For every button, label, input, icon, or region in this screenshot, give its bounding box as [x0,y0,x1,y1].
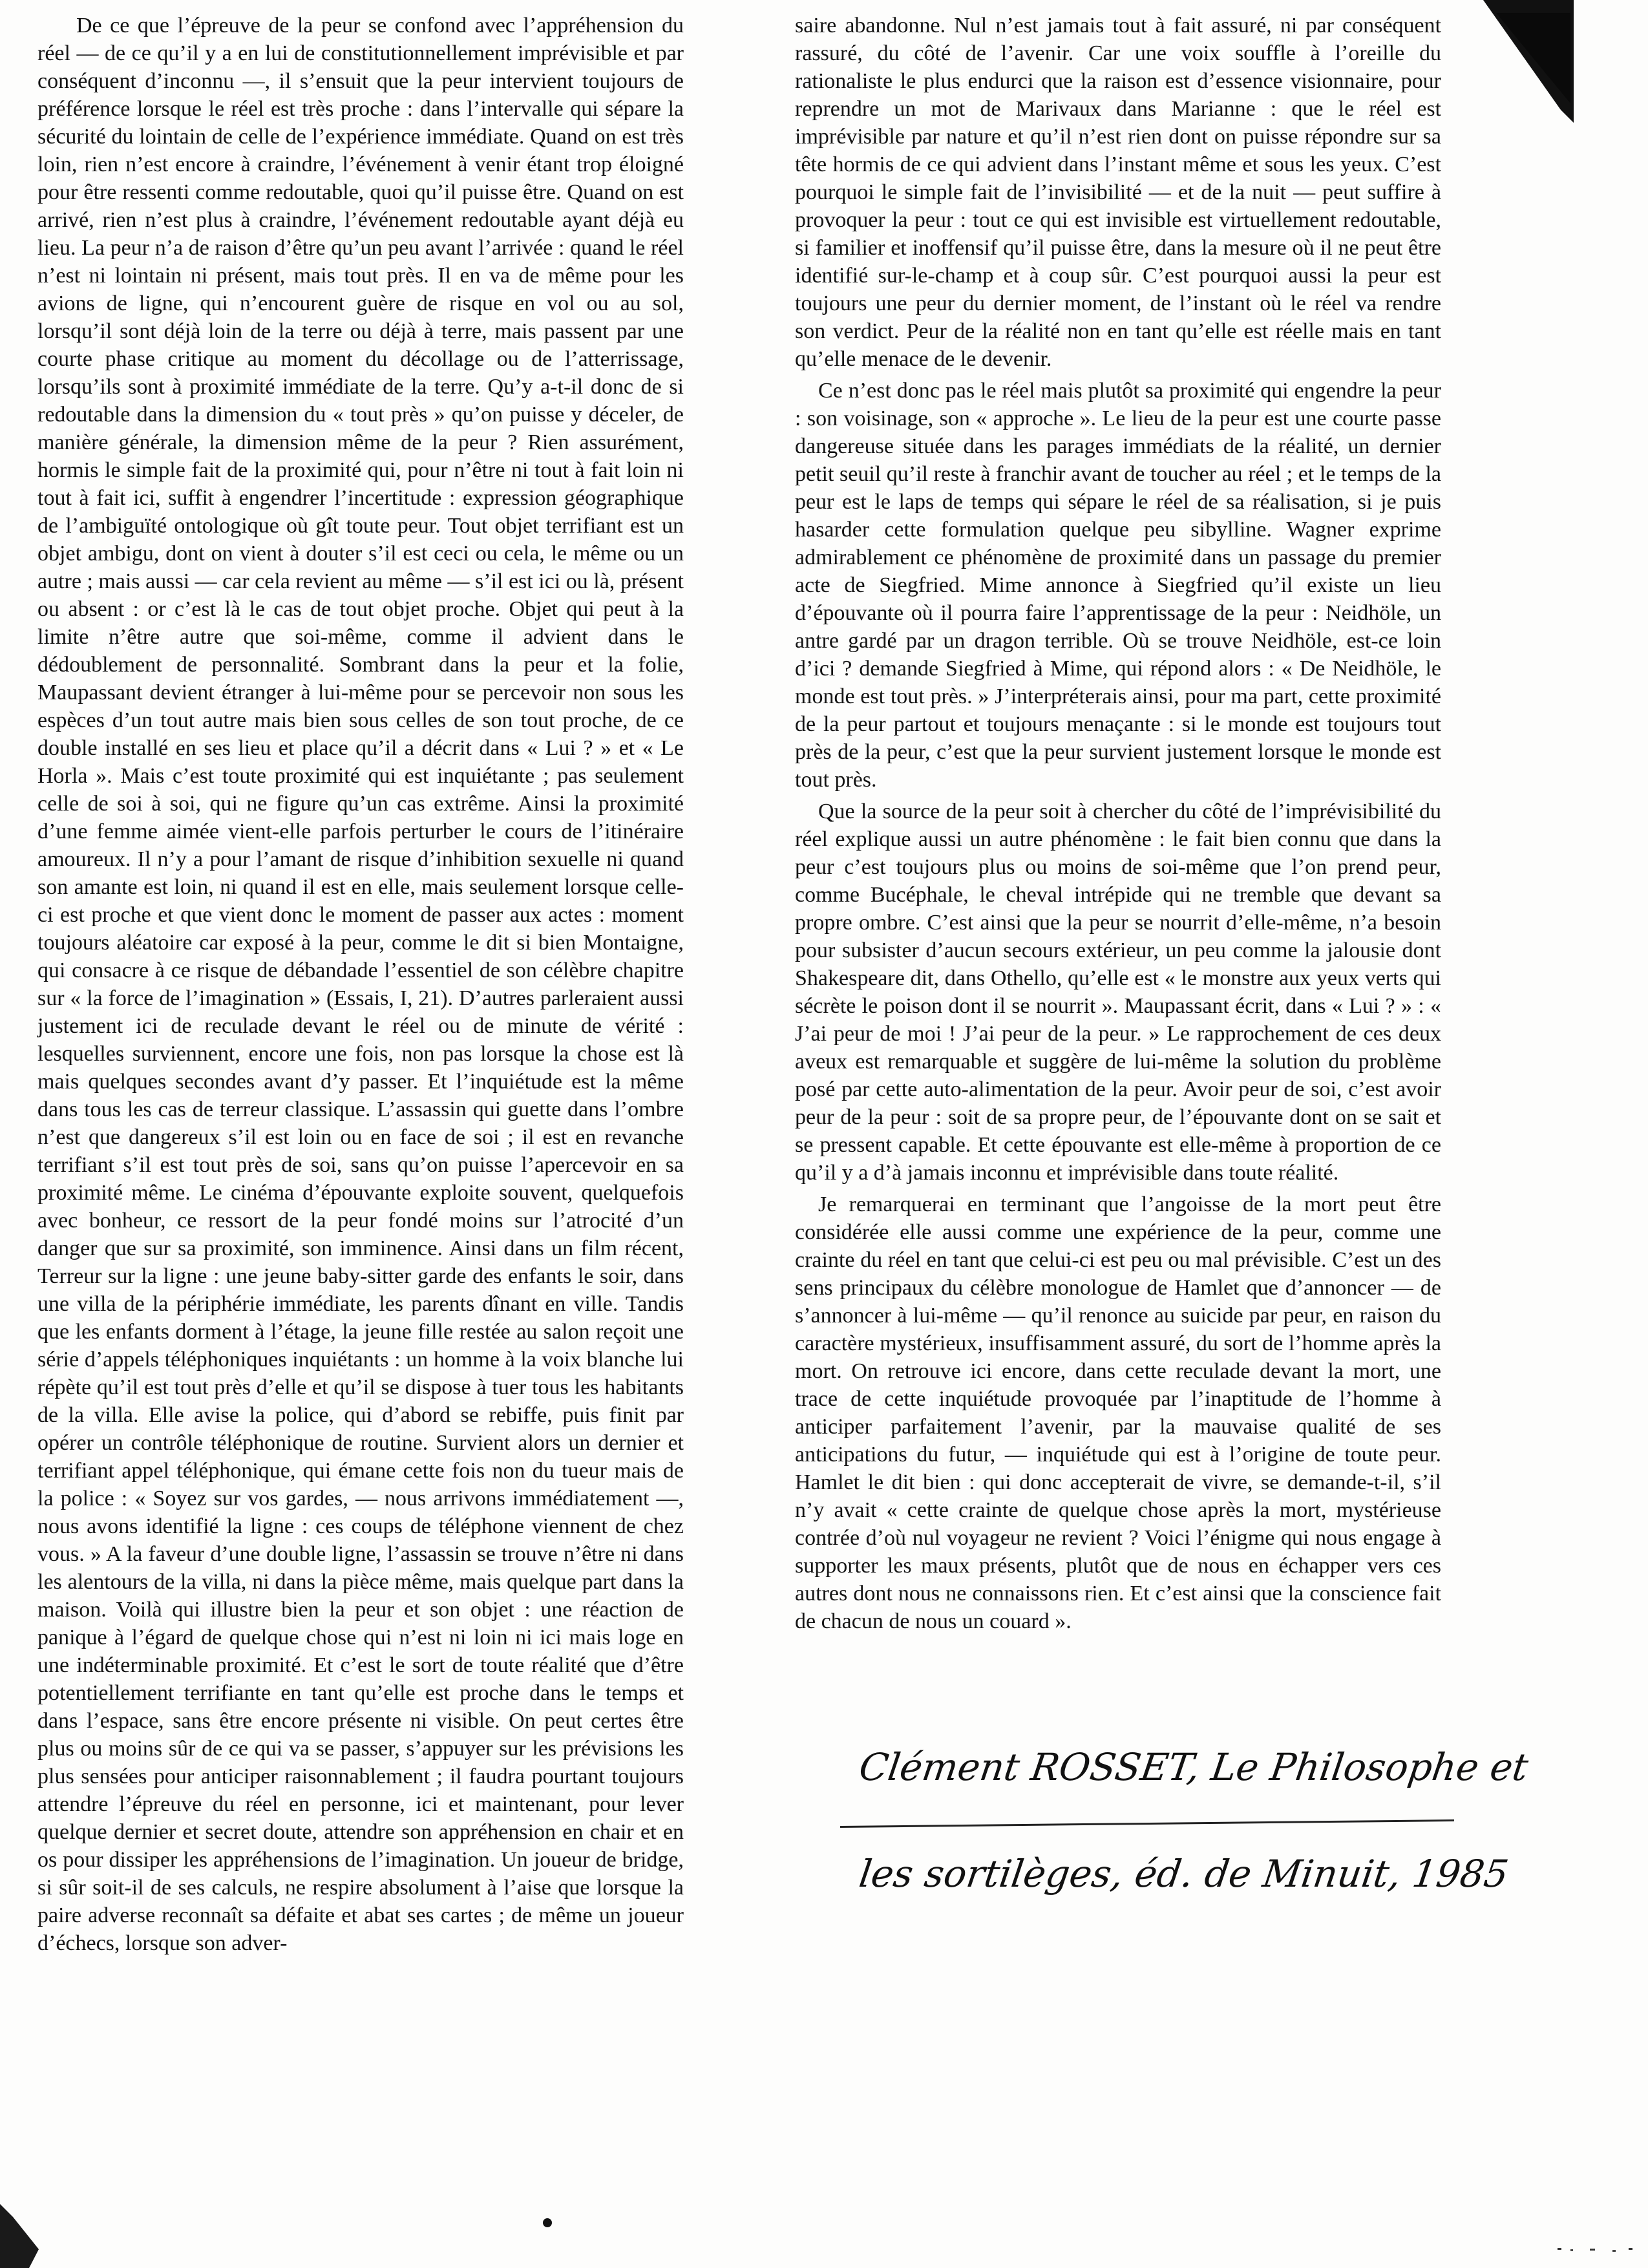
handwritten-underline [840,1819,1454,1828]
scan-speck-bottom-center [542,2217,553,2229]
scan-speck-bottom-right [1551,2243,1642,2256]
right-column [795,12,1441,1635]
handwritten-attribution-line-2: les sortilèges, éd. de Minuit, 1985 [856,1852,1512,1896]
scan-corner-artifact [1451,0,1574,129]
left-column-text: De ce que l’épreuve de la peur se confond avec l’appréhension du réel — de ce qu’il y a en lui de constitutionnellement imprévisible et par conséquent d’inconnu —, il s’ensuit que la peur intervient toujours de préférence lorsque le réel est très proche : dans l’intervalle qui sépare la sécurité du lointain de celle de l’expérience immédiate. Quand on est très loin, rien n’est encore à craindre, l’événement à venir étant trop éloigné pour être ressenti comme redoutable, quoi qu’il puisse être. Quand on est arrivé, rien n’est plus à craindre, l’événement redoutable ayant déjà eu lieu. La peur n’a de raison d’être qu’un peu avant l’arrivée : quand le réel n’est ni lointain ni présent, mais tout près. Il en va de même pour les avions de ligne, qui n’encourent guère de risque en vol ou au sol, lorsqu’il sont déjà loin de la terre ou déjà à terre, mais passent par une courte phase critique au moment du décollage ou de l’atterrissage, lorsqu’ils sont à proximité immédiate de la terre. Qu’y a-t-il donc de si redoutable dans la dimension du « tout près » qu’on puisse y déceler, de manière générale, la dimension même de la peur ? Rien assurément, hormis le simple fait de la proximité qui, pour n’être ni tout à fait loin ni tout à fait ici, suffit à engendrer l’incertitude : expression géographique de l’ambiguïté ontologique où gît toute peur. Tout objet terrifiant est un objet ambigu, dont on vient à douter s’il est ceci ou cela, le même ou un autre ; mais aussi — car cela revient au même — s’il est ici ou là, présent ou absent : or c’est là le cas de tout objet proche. Objet qui peut à la limite n’être autre que soi-même, comme il advient dans le dédoublement de personnalité. Sombrant dans la peur et la folie, Maupassant devient étranger à lui-même pour se percevoir non sous les espèces d’un tout autre mais bien sous celles de son tout proche, de ce double installé en ses lieu et place qu’il a décrit dans « Lui ? » et « Le Horla ». Mais c’est toute proximité qui est inquiétante ; pas seulement celle de soi à soi, qui ne figure qu’un cas extrême. Ainsi la proximité d’une femme aimée vient-elle parfois perturber le cours de l’itinéraire amoureux. Il n’y a pour l’amant de risque d’inhibition sexuelle ni quand son amante est loin, ni quand il est en elle, mais seulement lorsque celle-ci est proche et que vient donc le moment de passer aux actes : moment toujours aléatoire car exposé à la peur, comme le dit si bien Montaigne, qui consacre à ce risque de débandade l’essentiel de son célèbre chapitre sur « la force de l’imagination » (Essais, I, 21). D’autres parleraient aussi justement ici de reculade devant le réel ou de minute de vérité : lesquelles surviennent, encore une fois, non pas lorsque la chose est là mais quelques secondes avant d’y passer. Et l’inquiétude est la même dans tous les cas de terreur classique. L’assassin qui guette dans l’ombre n’est que dangereux s’il est loin ou en face de soi ; il est en revanche terrifiant s’il est tout près de soi, sans qu’on puisse l’apercevoir en sa proximité même. Le cinéma d’épouvante exploite souvent, quelquefois avec bonheur, ce ressort de la peur fondé moins sur l’atrocité d’un danger que sur sa proximité, son imminence. Ainsi dans un film récent, Terreur sur la ligne : une jeune baby-sitter garde des enfants le soir, dans une villa de la périphérie immédiate, les parents dînant en ville. Tandis que les enfants dorment à l’étage, la jeune fille restée au salon reçoit une série d’appels téléphoniques inquiétants : un homme à la voix blanche lui répète qu’il est tout près d’elle et qu’il se dispose à tuer tous les habitants de la villa. Elle avise la police, qui d’abord se rebiffe, puis finit par opérer un contrôle téléphonique de routine. Survient alors un dernier et terrifiant appel téléphonique, qui émane cette fois non du tueur mais de la police : « Soyez sur vos gardes, — nous arrivons immédiatement —, nous avons identifié la ligne : ces coups de téléphone viennent de chez vous. » A la faveur d’une double ligne, l’assassin se trouve n’être ni dans les alentours de la villa, ni dans la pièce même, mais quelque part dans la maison. Voilà qui illustre bien la peur et son objet : une réaction de panique à l’égard de quelque chose qui n’est ni loin ni ici mais loge en une indéterminable proximité. Et c’est le sort de toute réalité que d’être potentiellement terrifiante en tant qu’elle est proche dans le temps et dans l’espace, sans être encore présente ni visible. On peut certes être plus ou moins sûr de ce qui va se passer, s’appuyer sur les prévisions les plus sensées pour anticiper raisonnablement ; il faudra pourtant toujours attendre l’épreuve du réel en personne, ici et maintenant, pour lever quelque dernier et secret doute, attendre son appréhension en chair et en os pour dissiper les appréhensions de l’imagination. Un joueur de bridge, si sûr soit-il de ses calculs, ne respire absolument à l’aise que lorsque la paire adverse reconnaît sa défaite et abat ses cartes ; de même un joueur d’échecs, lorsque son adver- [37,14,684,1955]
left-column [37,12,684,1957]
paragraph-proximity: Ce n’est donc pas le réel mais plutôt sa proximité qui engendre la peur : son voisinage, son « approche ». Le lieu de la peur est une courte passe dangereuse située dans les parages immédiats de la réalité, un dernier petit seuil qu’il reste à franchir avant de toucher au réel ; et le temps de la peur est le laps de temps qui sépare le réel de sa réalisation, si je puis hasarder cette formulation quelque peu sibylline. Wagner exprime admirablement ce phénomène de proximité dans un passage du premier acte de Siegfried. Mime annonce à Siegfried qu’il existe un lieu d’épouvante où il pourra faire l’apprentissage de la peur : Neidhöle, un antre gardé par un dragon terrible. Où se trouve Neidhöle, est-ce loin d’ici ? demande Siegfried à Mime, qui répond alors : « De Neidhöle, le monde est tout près. » J’interpréterais ainsi, pour ma part, cette proximité de la peur partout et toujours menaçante : si le monde est toujours tout près de la peur, c’est que la peur survient justement lorsque le monde est tout près. [795,379,1441,792]
scan-speck-bottom-left [0,2204,52,2268]
paragraph-conclusion: Je remarquerai en terminant que l’angoisse de la mort peut être considérée elle aussi comme une expérience de la peur, comme une crainte du réel en tant que celui-ci est peu ou mal prévisible. C’est un des sens principaux du célèbre monologue de Hamlet que d’annoncer — de s’annoncer à lui-même — qu’il renonce au suicide par peur, en raison du caractère mystérieux, insuffisamment assuré, du sort de l’homme après la mort. On retrouve ici encore, dans cette reculade devant la mort, une trace de cette inquiétude provoquée par l’inaptitude de l’homme à anticiper parfaitement l’avenir, par la mauvaise qualité de ses anticipations du futur, — inquiétude qui est à l’origine de toute peur. Hamlet le dit bien : qui donc accepterait de vivre, se demande-t-il, s’il n’y avait « cette crainte de quelque chose après la mort, mystérieuse contrée d’où nul voyageur ne revient ? Voici l’énigme qui nous engage à supporter les maux présents, plutôt que de nous en échapper vers ces autres dont nous ne connaissons rien. Et c’est ainsi que la conscience fait de chacun de nous un couard ». [795,1192,1441,1633]
handwritten-attribution-line-1: Clément ROSSET, Le Philosophe et [856,1745,1531,1789]
paragraph-imprevisibility: Que la source de la peur soit à chercher du côté de l’imprévisibilité du réel explique aussi un autre phénomène : le fait bien connu que dans la peur c’est toujours plus ou moins de soi-même que l’on prend peur, comme Bucéphale, le cheval intrépide qui ne tremble que devant sa propre ombre. C’est ainsi que la peur se nourrit d’elle-même, n’a besoin pour subsister d’aucun secours extérieur, un peu comme la jalousie dont Shakespeare dit, dans Othello, qu’elle est « le monstre aux yeux verts qui sécrète le poison dont il se nourrit ». Maupassant écrit, dans « Lui ? » : « J’ai peur de moi ! J’ai peur de la peur. » Le rapprochement de ces deux aveux est remarquable et suggère de lui-même la solution du problème posé par cette auto-alimentation de la peur. Avoir peur de soi, c’est avoir peur de la peur : soit de sa propre peur, de l’épouvante dont on se sait et se pressent capable. Et cette épouvante est elle-même à proportion de ce qu’il y a d’à jamais inconnu et imprévisible dans toute réalité. [795,800,1441,1185]
paragraph-continuation: saire abandonne. Nul n’est jamais tout à fait assuré, ni par conséquent rassuré, du côté de l’avenir. Car une voix souffle à l’oreille du rationaliste le plus endurci que la raison est d’essence visionnaire, pour reprendre un mot de Marivaux dans Marianne : que le réel est imprévisible par nature et qu’il n’est rien dont on puisse répondre sur sa tête hormis de ce qui advient dans l’instant même et sous les yeux. C’est pourquoi le simple fait de l’invisibilité — et de la nuit — peut suffire à provoquer la peur : tout ce qui est invisible est virtuellement redoutable, si familier et inoffensif qu’il puisse être, dans la mesure où il ne peut être identifié sur-le-champ et à coup sûr. C’est pourquoi aussi la peur est toujours une peur du dernier moment, de l’instant où le réel va rendre son verdict. Peur de la réalité non en tant qu’elle est réelle mais en tant qu’elle menace de le devenir. [795,14,1441,371]
